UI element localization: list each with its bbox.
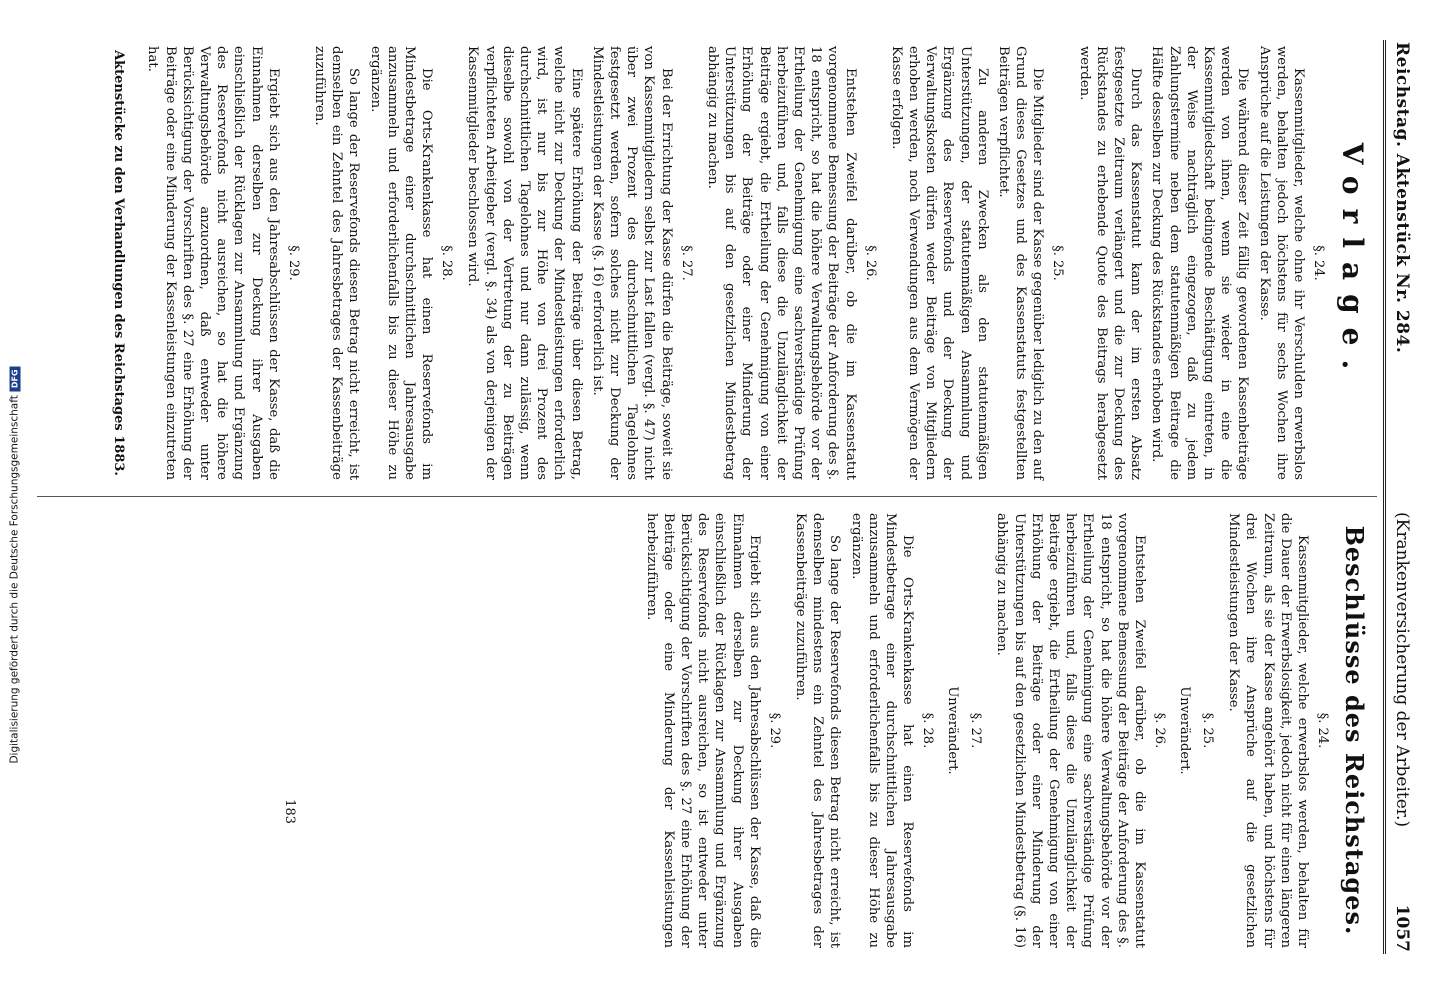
section-heading: §. 26. (1151, 712, 1167, 749)
unchanged-note: Unverändert. (945, 686, 961, 775)
header-middle: (Krankenversicherung der Arbeiter.) (1392, 512, 1412, 828)
section-heading: §. 25. (1199, 712, 1215, 749)
paragraph: So lange der Reservefonds diesen Betrag nicht erreicht, ist demselben mindestens ein Zehntel des Jahresbetrages der Kassenbeiträge zuzuführen. (792, 513, 843, 948)
header-left: Reichstag. Aktenstück Nr. 284. (1392, 42, 1412, 354)
paragraph: Entstehen Zweifel darüber, ob die im Kassenstatut vorgenommene Bemessung der Beiträge der Anforderung des §. 18 entspricht, so hat die höhere Verwaltungsbehörde vor der Ertheilung der Genehmigung eine sachverständige Prüfung herbeizuführen und, falls diese die Unzulänglichkeit der Beiträge ergiebt, die Ertheilung der Genehmigung von einer Erhöhung der Beiträge oder einer Minderung der Unterstützungen bis auf den gesetzlichen Mindestbetrag abhängig zu machen. (704, 46, 858, 480)
section-heading: §. 29. (766, 712, 782, 749)
section-heading: §. 25. (1050, 245, 1066, 281)
digitization-note: Digitalisierung gefördert durch die Deutsche Forschungsgemeinschaft (9, 395, 21, 764)
paragraph: So lange der Reservefonds diesen Betrag nicht erreicht, ist demselben ein Zehntel des Jahresbetrages der Kassenbeiträge zuzuführen. (312, 46, 362, 480)
paragraph: Kassenmitglieder, welche erwerbslos werden, behalten für die Dauer der Erwerbslosigkeit, jedoch nicht für einen längeren Zeitraum, als sie der Kasse angehört haben, und höchstens für drei Wochen ihre Ansprüche auf die gesetzlichen Mindestleistungen der Kasse. (1226, 513, 1310, 948)
paragraph: Kassenmitglieder, welche ohne ihr Verschulden erwerbslos werden, behalten jedoch höchstens für sechs Wochen ihre Ansprüche auf die Leistungen der Kasse. (1256, 46, 1306, 480)
paragraph: Ergiebt sich aus den Jahresabschlüssen der Kasse, daß die Einnahmen derselben zur Deckung ihrer Ausgaben einschließlich der Rücklagen zur Ansammlung und Ergänzung des Reservefonds nicht ausreichen, so ist entweder unter Berücksichtigung der Vorschriften des §. 27 eine Erhöhung der Beiträge oder eine Minderung der Kassenleistungen herbeizuführen. (643, 513, 762, 948)
paragraph: Entstehen Zweifel darüber, ob die im Kassenstatut vorgenommene Bemessung der Beiträge der Anforderung des §. 18 entspricht, so hat die höhere Verwaltungsbehörde vor der Ertheilung der Genehmigung eine sachverständige Prüfung herbeizuführen und, falls diese die Unzulänglichkeit der Beiträge ergiebt, die Ertheilung der Genehmigung von einer Erhöhung der Beiträge oder einer Minderung der Unterstützungen bis auf den gesetzlichen Mindestbetrag (§. 16) abhängig zu machen. (994, 513, 1147, 948)
paragraph: Zu anderen Zwecken als den statutenmäßigen Unterstützungen, der statutenmäßigen Ansammlung und Ergänzung des Reservefonds und der Deckung der Verwaltungskosten dürfen weder Beiträge von Mitgliedern erhoben werden, noch Verwendungen aus dem Vermögen der Kasse erfolgen. (888, 46, 990, 480)
section-heading: §. 28. (439, 245, 455, 281)
left-column (37, 40, 1377, 497)
paragraph: Die Mitglieder sind der Kasse gegenüber lediglich zu den auf Grund dieses Gesetzes und des Kassenstatuts festgestellten Beiträgen verpflichtet. (995, 46, 1046, 480)
paragraph: Ergiebt sich aus den Jahresabschlüssen der Kasse, daß die Einnahmen derselben zur Deckung ihrer Ausgaben einschließlich der Rücklagen zur Ansammlung und Ergänzung des Reservefonds nicht ausreichen, so hat die höhere Verwaltungsbehörde anzuordnen, daß entweder unter Berücksichtigung der Vorschriften des §. 27 eine Erhöhung der Beiträge oder eine Minderung der Kassenleistungen einzutreten hat. (145, 46, 281, 480)
right-column (37, 497, 1377, 954)
two-column-body (37, 40, 1377, 954)
section-heading: §. 28. (920, 712, 936, 749)
paragraph: Die Orts-Krankenkasse hat einen Reservefonds im Mindestbetrage einer durchschnittlichen Jahresausgabe anzusammeln und erforderlichenfalls bis zu dieser Höhe zu ergänzen. (367, 46, 435, 480)
header-rule (1383, 40, 1386, 954)
right-column-title: Beschlüsse des Reichstages. (1340, 525, 1369, 936)
section-heading: §. 24. (1315, 712, 1330, 749)
left-footer: Aktenstücke zu den Verhandlungen des Reichstages 1883. (111, 50, 127, 476)
left-sections (144, 46, 1326, 480)
section-heading: §. 29. (285, 245, 301, 281)
section-heading: §. 27. (678, 245, 694, 281)
paragraph: Die während dieser Zeit fällig gewordenen Kassenbeiträge werden von ihnen, wenn sie wieder in eine die Kassenmitgliedschaft bedingende Beschäftigung eintreten, in der Weise nachträglich eingezogen, daß zu jedem Zahlungstermine neben dem statutenmäßigen Beitrage die Hälfte desselben zur Deckung des Rückstandes erhoben wird. (1149, 46, 1251, 480)
unchanged-note: Unverändert. (1176, 686, 1192, 775)
paragraph: Bei der Errichtung der Kasse dürfen die Beiträge, soweit sie von Kassenmitgliedern selbst zur Last fallen (vergl. §. 47) nicht über zwei Prozent des durchschnittlichen Tagelohnes festgesetzt werden, sofern solches nicht zur Deckung der Mindestleistungen der Kasse (§. 16) erforderlich ist. (589, 46, 674, 480)
paragraph: Die Orts-Krankenkasse hat einen Reservefonds im Mindestbetrage einer durchschnittlichen Jahresausgabe anzusammeln und erforderlichenfalls bis zu dieser Höhe zu ergänzen. (848, 513, 916, 948)
paragraph: Eine spätere Erhöhung der Beiträge über diesen Betrag, welche nicht zur Deckung der Mindestleistungen erforderlich wird, ist nur bis zur Höhe von drei Prozent des durchschnittlichen Tagelohnes und nur dann zulässig, wenn dieselbe sowohl von der Vertretung der zu Beiträgen verpflichteten Arbeitgeber (vergl. §. 34) als von derjenigen der Kassenmitglieder beschlossen wird. (465, 46, 584, 480)
page-header (1386, 40, 1414, 954)
paragraph: Durch das Kassenstatut kann der im ersten Absatz festgesetzte Zeitraum verlängert und die zur Deckung des Rückstandes zu erhebende Quote des Beitrags herabgesetzt werden. (1076, 46, 1144, 480)
right-sections (642, 513, 1330, 948)
section-heading: §. 26. (862, 245, 878, 281)
section-heading: §. 27. (968, 712, 984, 749)
page-foot-number: 183 (282, 799, 297, 824)
left-column-title: Vorlage. (1336, 142, 1369, 384)
page-number: 1057 (1392, 904, 1412, 952)
dfg-logo: DFG (10, 366, 21, 391)
section-heading: §. 24. (1311, 245, 1326, 281)
